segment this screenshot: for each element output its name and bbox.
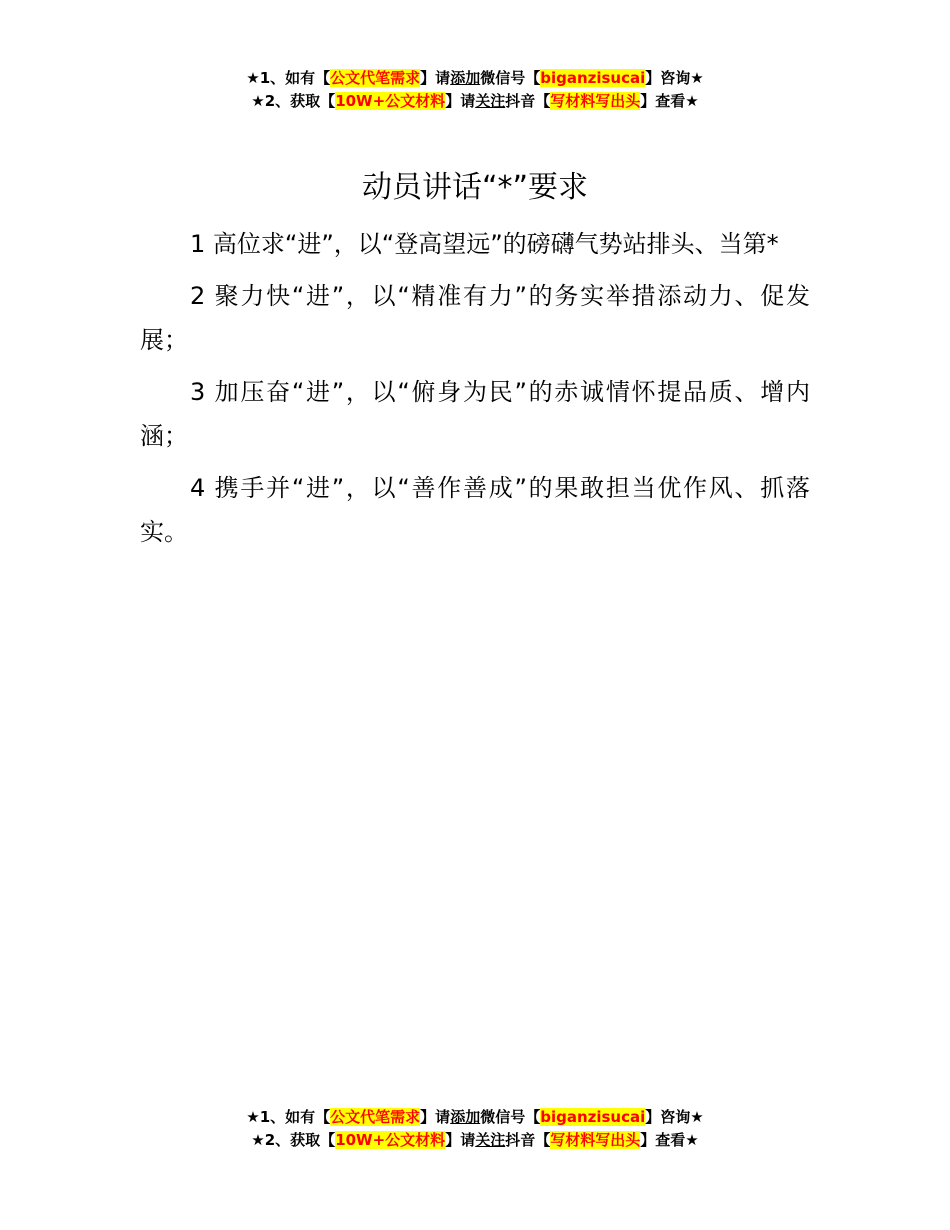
banner-text: 】请 bbox=[420, 69, 451, 87]
banner-text: 】请 bbox=[420, 1108, 451, 1126]
highlight-materials: 10W+公文材料 bbox=[335, 1131, 446, 1149]
footer-banner bbox=[0, 1106, 950, 1152]
paragraph-2: 2 聚力快“进”，以“精准有力”的务实举措添动力、促发展； bbox=[140, 282, 810, 354]
banner-text: 】请 bbox=[445, 92, 476, 110]
banner-text: ★2、获取【 bbox=[251, 92, 336, 110]
banner-text: 微信号【 bbox=[480, 1108, 541, 1126]
banner-text: 】查看★ bbox=[640, 92, 699, 110]
banner-line-2 bbox=[0, 90, 950, 113]
highlight-service: 公文代笔需求 bbox=[330, 1108, 421, 1126]
banner-text: ★1、如有【 bbox=[246, 1108, 331, 1126]
banner-line-2 bbox=[0, 1129, 950, 1152]
banner-line-1 bbox=[0, 67, 950, 90]
banner-text: 】查看★ bbox=[640, 1131, 699, 1149]
underlined-text: 添加 bbox=[450, 69, 481, 87]
underlined-text: 关注 bbox=[475, 92, 506, 110]
highlight-wechat-id: biganzisucai bbox=[540, 69, 646, 87]
paragraph-3: 3 加压奋“进”，以“俯身为民”的赤诚情怀提品质、增内涵； bbox=[140, 378, 810, 450]
highlight-service: 公文代笔需求 bbox=[330, 69, 421, 87]
banner-text: 】请 bbox=[445, 1131, 476, 1149]
banner-text: ★1、如有【 bbox=[246, 69, 331, 87]
highlight-douyin: 写材料写出头 bbox=[550, 1131, 641, 1149]
banner-text: 】咨询★ bbox=[645, 1108, 704, 1126]
highlight-materials: 10W+公文材料 bbox=[335, 92, 446, 110]
paragraph-4: 4 携手并“进”，以“善作善成”的果敢担当优作风、抓落实。 bbox=[140, 474, 810, 546]
banner-line-1 bbox=[0, 1106, 950, 1129]
underlined-text: 关注 bbox=[475, 1131, 506, 1149]
paragraph-1: 1 高位求“进”，以“登高望远”的磅礴气势站排头、当第* bbox=[190, 230, 779, 258]
banner-text: 抖音【 bbox=[505, 1131, 551, 1149]
banner-text: 抖音【 bbox=[505, 92, 551, 110]
underlined-text: 添加 bbox=[450, 1108, 481, 1126]
banner-text: ★2、获取【 bbox=[251, 1131, 336, 1149]
document-title: 动员讲话“*”要求 bbox=[361, 170, 589, 205]
header-banner bbox=[0, 67, 950, 113]
document-body bbox=[140, 222, 810, 562]
banner-text: 】咨询★ bbox=[645, 69, 704, 87]
banner-text: 微信号【 bbox=[480, 69, 541, 87]
highlight-douyin: 写材料写出头 bbox=[550, 92, 641, 110]
highlight-wechat-id: biganzisucai bbox=[540, 1108, 646, 1126]
